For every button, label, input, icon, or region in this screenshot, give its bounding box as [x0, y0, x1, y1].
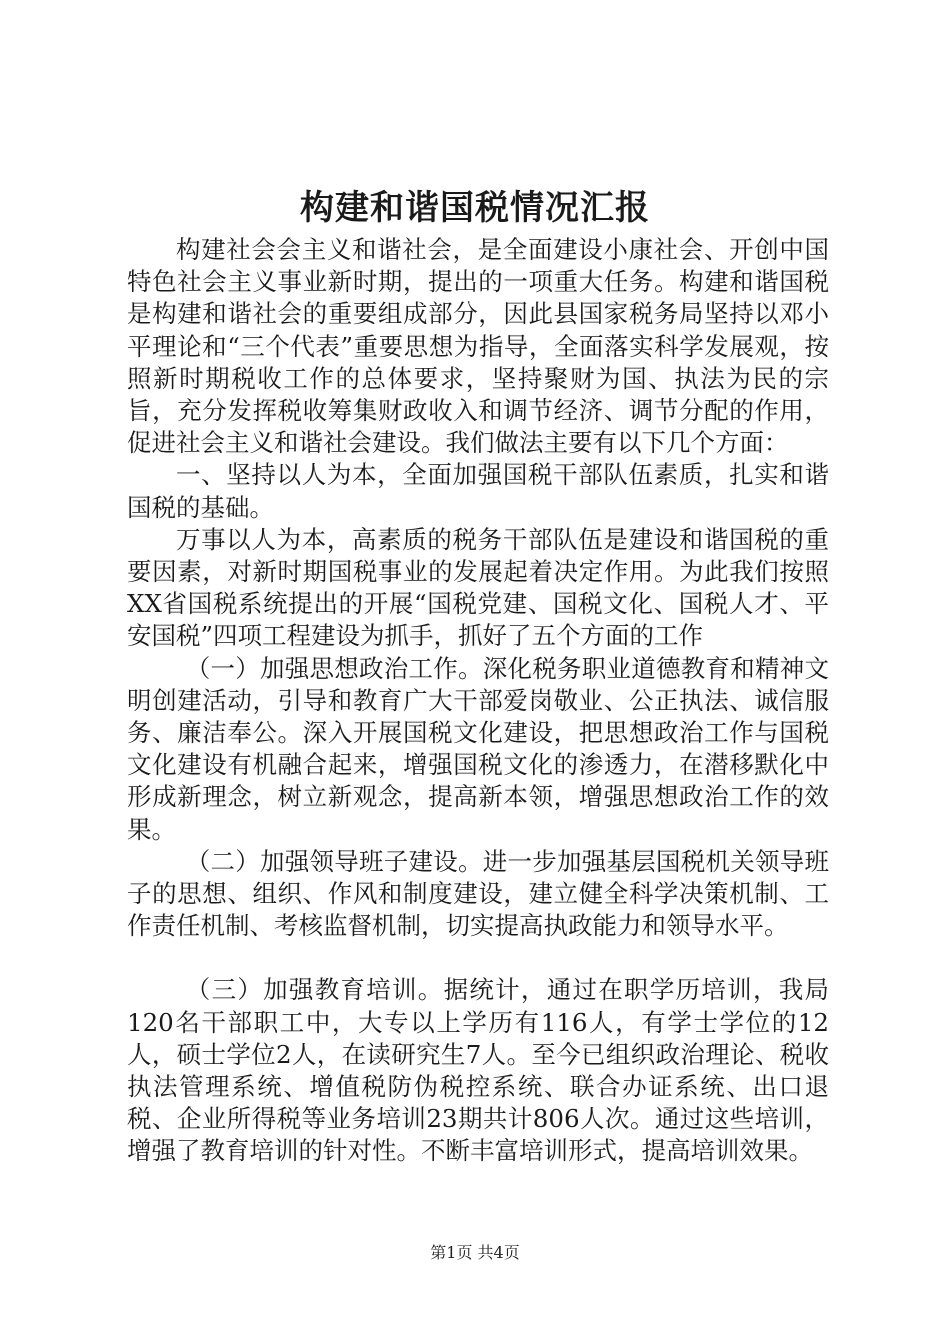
subsection-3-paragraph: （三）加强教育培训。据统计，通过在职学历培训，我局120名干部职工中，大专以上学历有116人，有学士学位的12人，硕士学位2人，在读研究生7人。至今已组织政治理论、税收执法管理系统、增值税防伪税控系统、联合办证系统、出口退税、企业所得税等业务培训23期共计806人次。通过这些培训，增强了教育培训的针对性。不断丰富培训形式，提高培训效果。 [127, 975, 829, 1166]
paragraph-spacer [127, 942, 829, 974]
document-body [127, 234, 829, 1168]
document-title: 构建和谐国税情况汇报 [300, 188, 650, 228]
section-1-paragraph: 万事以人为本，高素质的税务干部队伍是建设和谐国税的重要因素，对新时期国税事业的发展起着决定作用。为此我们按照XX省国税系统提出的开展“国税党建、国税文化、国税人才、平安国税”四项工程建设为抓手，抓好了五个方面的工作 [127, 524, 829, 651]
page-number: 第1页 共4页 [430, 1243, 520, 1262]
subsection-2-paragraph: （二）加强领导班子建设。进一步加强基层国税机关领导班子的思想、组织、作风和制度建设，建立健全科学决策机制、工作责任机制、考核监督机制，切实提高执政能力和领导水平。 [127, 846, 829, 941]
subsection-1-paragraph: （一）加强思想政治工作。深化税务职业道德教育和精神文明创建活动，引导和教育广大干部爱岗敬业、公正执法、诚信服务、廉洁奉公。深入开展国税文化建设，把思想政治工作与国税文化建设有机融合起来，增强国税文化的渗透力，在潜移默化中形成新理念，树立新观念，提高新本领，增强思想政治工作的效果。 [127, 653, 829, 844]
section-heading-1: 一、坚持以人为本，全面加强国税干部队伍素质，扎实和谐国税的基础。 [127, 460, 829, 522]
intro-paragraph: 构建社会会主义和谐社会，是全面建设小康社会、开创中国特色社会主义事业新时期，提出的一项重大任务。构建和谐国税是构建和谐社会的重要组成部分，因此县国家税务局坚持以邓小平理论和“三个代表”重要思想为指导，全面落实科学发展观，按照新时期税收工作的总体要求，坚持聚财为国、执法为民的宗旨，充分发挥税收筹集财政收入和调节经济、调节分配的作用，促进社会主义和谐社会建设。我们做法主要有以下几个方面： [127, 235, 829, 458]
